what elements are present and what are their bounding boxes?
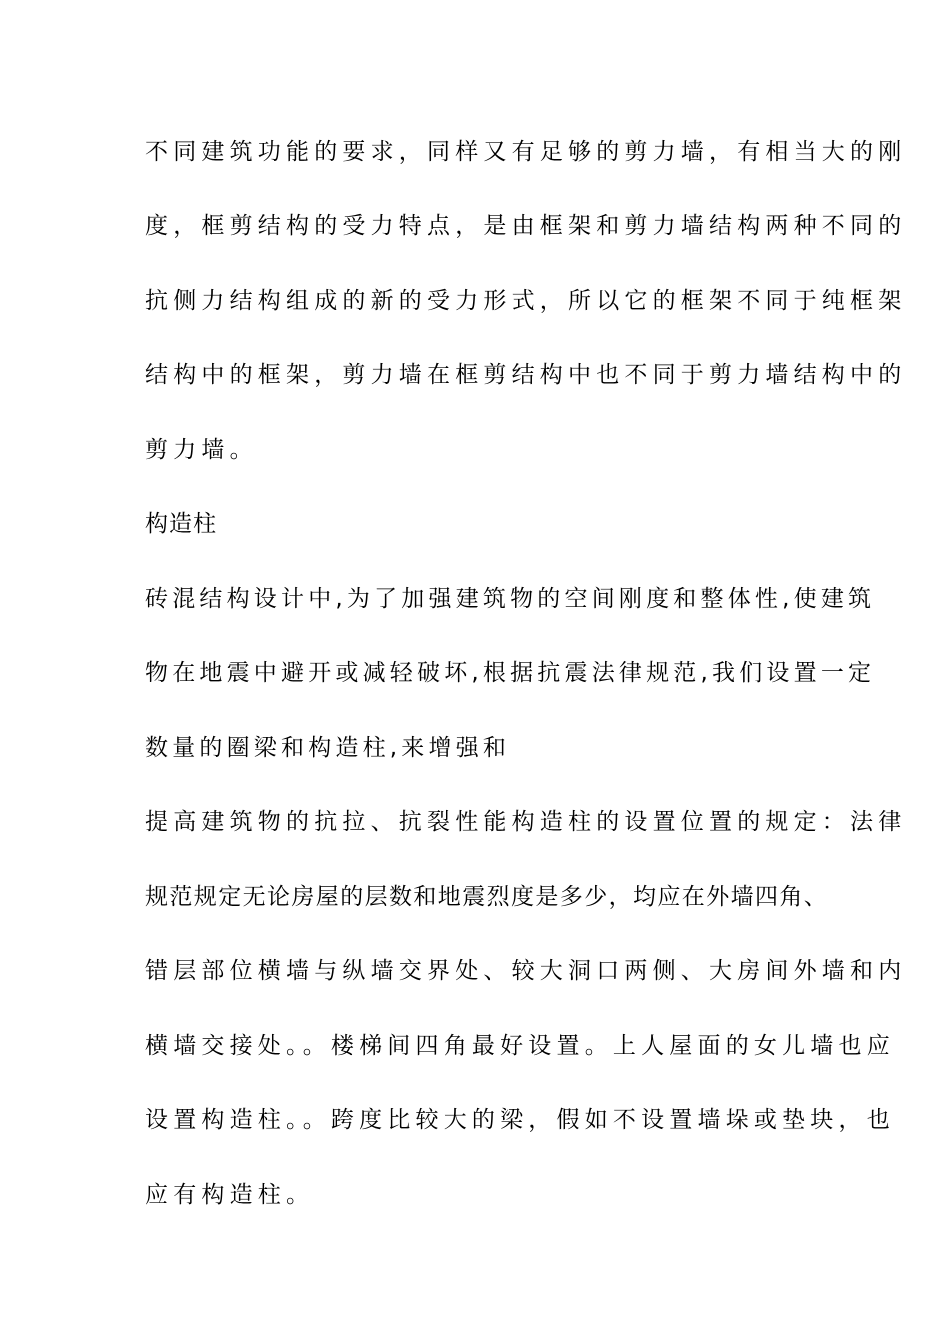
text-line: 度，框剪结构的受力特点，是由框架和剪力墙结构两种不同的	[145, 213, 907, 239]
text-line: 提高建筑物的抗拉、抗裂性能构造柱的设置位置的规定：法律	[145, 809, 907, 835]
text-line: 不同建筑功能的要求，同样又有足够的剪力墙，有相当大的刚	[145, 139, 907, 165]
text-line: 抗侧力结构组成的新的受力形式，所以它的框架不同于纯框架	[145, 288, 907, 314]
text-line: 数量的圈梁和构造柱,来增强和	[145, 735, 511, 761]
text-line: 设置构造柱。。跨度比较大的梁，假如不设置墙垛或垫块，也	[145, 1107, 895, 1133]
text-line: 结构中的框架，剪力墙在框剪结构中也不同于剪力墙结构中的	[145, 362, 907, 388]
text-line: 剪力墙。	[145, 437, 258, 463]
text-line: 物在地震中避开或减轻破坏,根据抗震法律规范,我们设置一定	[145, 660, 876, 686]
text-line: 错层部位横墙与纵墙交界处、较大洞口两侧、大房间外墙和内	[145, 958, 907, 984]
section-heading: 构造柱	[145, 511, 217, 537]
text-line: 横墙交接处。。楼梯间四角最好设置。上人屋面的女儿墙也应	[145, 1033, 895, 1059]
text-line: 应有构造柱。	[145, 1182, 315, 1208]
text-line: 砖混结构设计中,为了加强建筑物的空间刚度和整体性,使建筑	[145, 586, 876, 612]
text-line: 规范规定无论房屋的层数和地震烈度是多少，均应在外墙四角、	[145, 884, 829, 910]
